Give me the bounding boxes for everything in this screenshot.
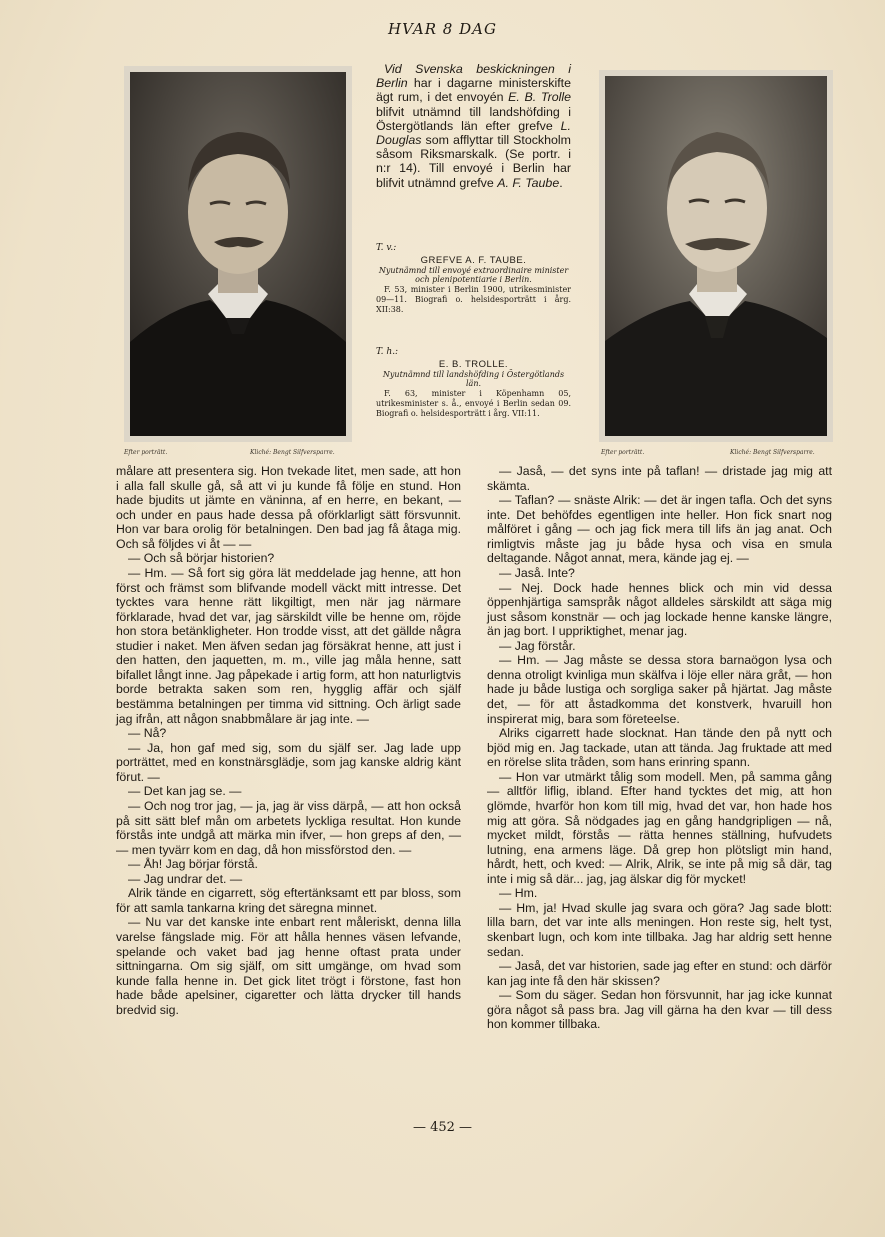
right-column [487, 464, 832, 1032]
paragraph: — Hm. [499, 886, 538, 901]
caption-position: T. v.: [376, 243, 397, 253]
paragraph: — Och så börjar historien? [128, 551, 275, 566]
caption-role: Nyutnämnd till landshöfding i Östergötlands län. [382, 369, 565, 389]
intro-name-trolle: E. B. Trolle [508, 90, 571, 105]
caption-name: E. B. TROLLE. [438, 358, 509, 370]
paragraph: — Jaså, det var historien, sade jag efter en stund: och därför kan jag inte få den här skissen? [487, 959, 832, 988]
paragraph: — Taflan? — snäste Alrik: — det är ingen tafla. Och det syns inte. Det behöfdes egentligen inte heller. Hon fick snart nog målföret i gång — och jag fick mera till lifs än jag anat. Och rimligtvis måste jag ju både hysa och visa en smula deltagande. Något annat, mera, kände jag ej. — [487, 493, 832, 566]
intro-lead: Vid Svenska beskickningen i Berlin [376, 62, 571, 91]
paragraph: — Nu var det kanske inte enbart rent måleriskt, denna lilla varelse fängslade mig. För att hålla hennes väsen lefvande, spelande och vaket bad jag henne oftast prata under sittningarna. Om sig själf, om sitt umgänge, om hvad som kunde falla henne in. Det gick litet trögt i förstone, fast hon hade både apelsiner, cigaretter och lätta drycker till hands bredvid sig. [116, 915, 461, 1017]
paragraph: — Hm. — Jag måste se dessa stora barnaögon lysa och denna otroligt kvinliga mun skälfva i löje eller nära gråt, — hon hade ju både lustiga och sorgliga saker på hjärtat. Jag måste det, — för att åstadkomma det konstverk, hvaruill hon inspirerat mig, bara som företeelse. [487, 653, 832, 726]
paragraph: — Ja, hon gaf med sig, som du själf ser. Jag lade upp porträttet, med en konstnärsglädje, som jag kanske aldrig känt förut. — [116, 740, 461, 784]
paragraph: — Åh! Jag börjar förstå. [128, 857, 258, 872]
paragraph: — Hon var utmärkt tålig som modell. Men, på samma gång — alltför liflig, ibland. Efter hand tycktes det mig, att hon glömde, hvarför hon kom till mig, hvad det var, hon hade hos mig att göra. Så nödgades jag en gång handgripligen — nå, mycket mildt, förstås — rätta hennes ställning, hufvudets lutning, ena armens läge. Då grep hon plötsligt min hand, hårdt, hett, och kved: — Alrik, Alrik, se inte på mig så där, tag inte i mig så där... jag, jag älskar dig för mycket! [487, 769, 832, 886]
credit-left-engraver: Kliché: Bengt Silfversparre. [250, 449, 335, 456]
paragraph: — Och nog tror jag, — ja, jag är viss därpå, — att hon också på sitt sätt blef mån om arbetets lyckliga resultat. Hon kunde förstås inte undgå att märka min ifver, — hon greps af den, — — men tyvärr kom en dag, då hon missförstod den. — [116, 798, 461, 857]
portrait-taube [124, 66, 352, 442]
portrait-trolle [599, 70, 833, 442]
intro-name-douglas: L. Douglas [376, 118, 571, 148]
paragraph: — Jag undrar det. — [128, 871, 243, 886]
paragraph: — Hm. — Så fort sig göra lät meddelade jag henne, att hon först och främst som blifvande modell väckt mitt intresse. Det tycktes vara henne rätt likgiltigt, men när jag närmare förklarade, hvad det var, jag särskildt ville be henne om, röjde hon stora betänkligheter. Hon trodde visst, att det gällde några studier i naket. Men äfven sedan jag försäkrat henne, att just i den hatten, den jaquetten, m. m., ville jag måla henne, satt bifallet långt inne. Jag påpekade i artig form, att hon naturligtvis borde betrakta saken som ren, hygglig affär och själf bestämma betalningen per timma vid sittning. Och ärligt sade jag ifrån, att någon snabbmålare är jag inte. — [116, 565, 461, 726]
paragraph: — Nej. Dock hade hennes blick och min vid dessa öppenhjärtiga samspråk något alldeles särskildt att säga mig just såsom konstnär — och jag lockade henne kanske längre, än jag bort. I uppriktighet, menar jag. [487, 580, 832, 639]
intro-name-taube: A. F. Taube [497, 175, 560, 190]
caption-position: T. h.: [376, 347, 399, 357]
paragraph: Alrik tände en cigarrett, sög eftertänksamt ett par bloss, som för att samla tankarna kring det säregna minnet. [116, 886, 461, 915]
paragraph: — Hm, ja! Hvad skulle jag svara och göra? Jag sade blott: lilla barn, det var inte alls meningen. Hon reste sig, helt tyst, skenbart lugn, och kom inte tillbaka. Jag har aldrig sett henne sedan. [487, 900, 832, 959]
page-header: HVAR 8 DAG [388, 20, 497, 38]
intro-part: . [559, 175, 563, 190]
credit-right-engraver: Kliché: Bengt Silfversparre. [730, 449, 815, 456]
credit-left-source: Efter porträtt. [124, 449, 168, 456]
paragraph: — Jaså, — det syns inte på taflan! — dristade jag mig att skämta. [487, 464, 832, 493]
paragraph: — Jag förstår. [499, 638, 576, 653]
news-intro [376, 62, 571, 190]
paragraph: — Nå? [128, 726, 167, 741]
paragraph: — Som du säger. Sedan hon försvunnit, har jag icke kunnat göra något så pass bra. Jag vill gärna ha den kvar — till dess hon kommer tillbaka. [487, 988, 832, 1032]
intro-part: blifvit utnämnd till landshöfding i Östergötlands län efter grefve [376, 104, 571, 133]
paragraph: — Jaså. Inte? [499, 565, 575, 580]
caption-taube [376, 244, 571, 315]
caption-name: GREFVE A. F. TAUBE. [420, 254, 527, 266]
paragraph: målare att presentera sig. Hon tvekade litet, men sade, att hon i alla fall skulle gå, så att vi ju kunde få följe en stund. Hon hade bjudits ut jämte en väninna, af en herre, en bekant, — och under en paus hade dessa på oförklarligt sätt försvunnit. Hon var bara orolig för betalningen. Den bad jag få åtaga mig. Och så följdes vi åt — — [116, 464, 461, 551]
intro-part: som afflyttar till Stockholm såsom Riksmarskalk. (Se portr. i n:r 14). Till envoyé i Berlin har blifvit utnämnd grefve [376, 133, 571, 190]
caption-bio: F. 63, minister i Köpenhamn 05, utrikesminister s. å., envoyé i Berlin sedan 09. Biografi o. helsidesporträtt i årg. VII:11. [376, 389, 571, 418]
left-column [116, 464, 461, 1017]
paragraph: — Det kan jag se. — [128, 784, 242, 799]
credit-right-source: Efter porträtt. [601, 449, 645, 456]
caption-bio: F. 53, minister i Berlin 1900, utrikesminister 09—11. Biografi o. helsidesporträtt i årg. XII:38. [376, 285, 571, 314]
intro-part: har i dagarne ministerskifte ägt rum, i det envoyén [376, 76, 571, 105]
paragraph: Alriks cigarrett hade slocknat. Han tände den på nytt och bjöd mig en. Jag tackade, utan att tända. Jag fruktade att med en rörelse slita tråden, som hans erinring spann. [487, 726, 832, 770]
page-number: — 452 — [412, 1120, 473, 1135]
caption-trolle [376, 348, 571, 419]
caption-role: Nyutnämnd till envoyé extraordinaire minister och plenipotentiarie i Berlin. [378, 265, 569, 285]
